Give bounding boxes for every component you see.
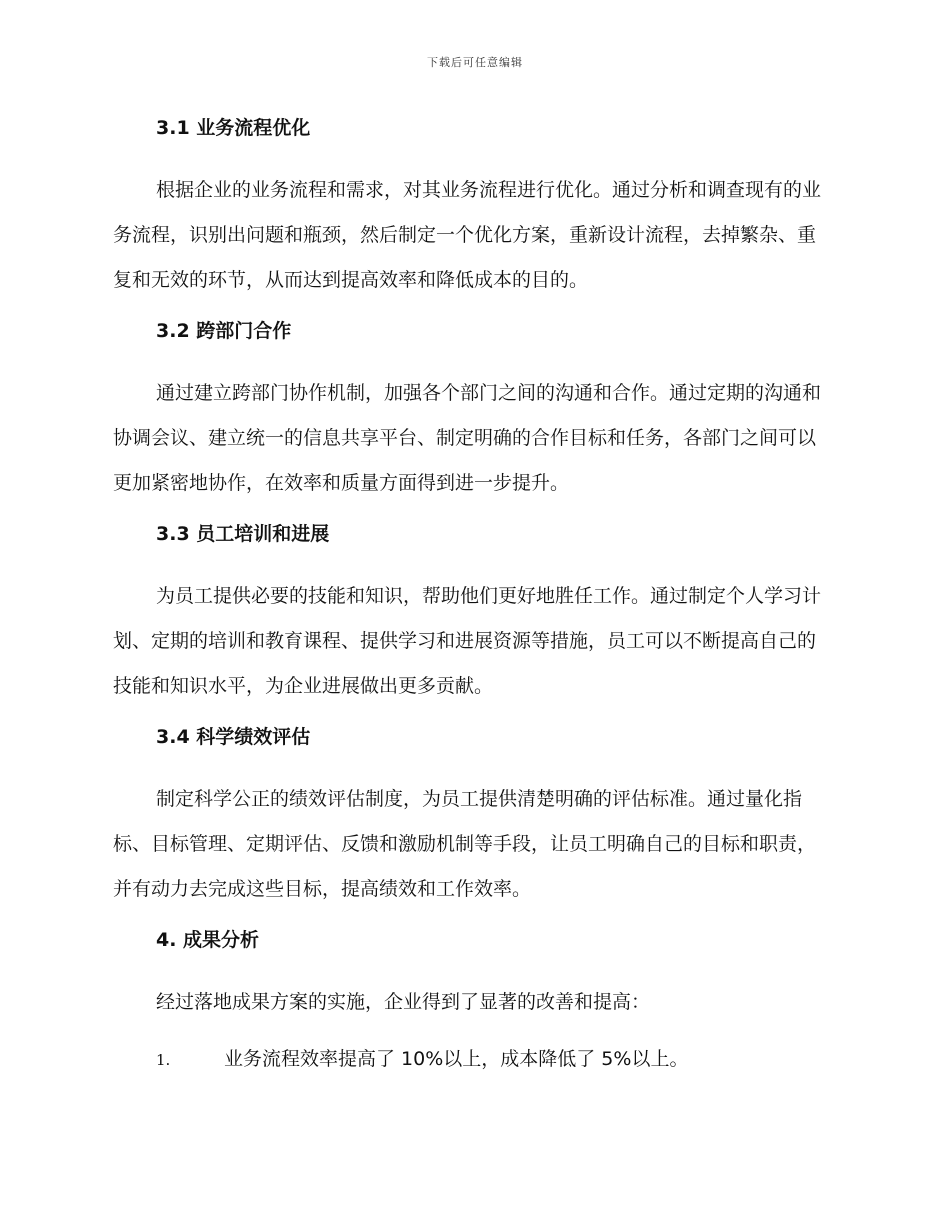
list-item-number: 1. [156, 1051, 171, 1069]
section-paragraph: 为员工提供必要的技能和知识，帮助他们更好地胜任工作。通过制定个人学习计划、定期的培训和教育课程、提供学习和进展资源等措施，员工可以不断提高自己的技能和知识水平，为企业进展做出更多贡献。 [113, 585, 822, 697]
section-3-4 [113, 721, 833, 912]
section-paragraph: 根据企业的业务流程和需求，对其业务流程进行优化。通过分析和调查现有的业务流程，识别出问题和瓶颈，然后制定一个优化方案，重新设计流程，去掉繁杂、重复和无效的环节，从而达到提高效率和降低成本的目的。 [113, 179, 822, 291]
section-3-1 [113, 112, 833, 303]
document-body [113, 112, 833, 1083]
list-item [113, 1037, 833, 1083]
section-heading: 3.1 业务流程优化 [156, 117, 311, 139]
section-heading: 3.4 科学绩效评估 [156, 726, 311, 748]
section-4 [113, 924, 833, 1025]
section-heading: 3.3 员工培训和进展 [156, 523, 330, 545]
results-list [113, 1037, 833, 1083]
section-paragraph: 制定科学公正的绩效评估制度，为员工提供清楚明确的评估标准。通过量化指标、目标管理、定期评估、反馈和激励机制等手段，让员工明确自己的目标和职责，并有动力去完成这些目标，提高绩效和工作效率。 [113, 788, 817, 900]
section-heading: 3.2 跨部门合作 [156, 320, 292, 342]
section-paragraph: 经过落地成果方案的实施，企业得到了显著的改善和提高： [156, 991, 651, 1013]
header-note: 下载后可任意编辑 [427, 56, 523, 69]
list-item-text: 业务流程效率提高了 10%以上，成本降低了 5%以上。 [224, 1048, 689, 1070]
section-3-3 [113, 518, 833, 709]
section-paragraph: 通过建立跨部门协作机制，加强各个部门之间的沟通和合作。通过定期的沟通和协调会议、建立统一的信息共享平台、制定明确的合作目标和任务，各部门之间可以更加紧密地协作，在效率和质量方面得到进一步提升。 [113, 382, 822, 494]
section-heading: 4. 成果分析 [156, 929, 260, 951]
section-3-2 [113, 315, 833, 506]
